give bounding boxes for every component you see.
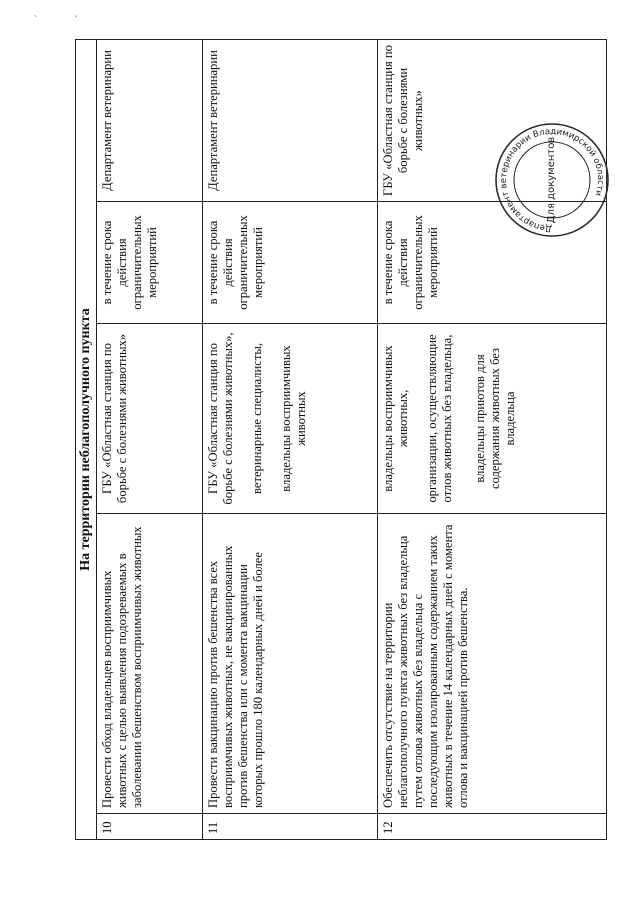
stamp-ring-text: Департамент ветеринарии Владимирской области xyxy=(498,126,606,234)
executor: организации, осуществляющие отлов животных без владельца, xyxy=(425,334,455,503)
row-responsible: Департамент ветеринарии xyxy=(97,40,203,202)
executor: владельцы восприимчивых животных xyxy=(279,345,309,492)
executor: владельцы приютов для содержания животных без владельца xyxy=(473,347,518,490)
row-action: Обеспечить отсутствие на территории неблагополучного пункта животных без владельца путем отлова животных без владельца с последующим изолированным содержанием таких животных в течение 14 календарных дней с момента отлова и вакцинацией против бешенства. xyxy=(378,514,607,814)
executor: ГБУ «Областная станция по борьбе с болезнями животных» xyxy=(100,333,129,504)
row-responsible: Департамент ветеринарии xyxy=(203,40,378,202)
scan-marks: ` ' xyxy=(34,14,95,24)
stamp-icon xyxy=(492,120,612,240)
stamp-center-text: Для документов xyxy=(546,136,557,224)
executor: владельцы восприимчивых животных, xyxy=(381,345,411,492)
table-row xyxy=(203,40,378,840)
row-number: 12 xyxy=(378,814,607,840)
executor: ветеринарные специалисты, xyxy=(250,343,265,494)
table-row xyxy=(97,40,203,840)
row-number: 11 xyxy=(203,814,378,840)
executor: ГБУ «Областная станция по борьбе с болезнями животных», xyxy=(206,332,236,505)
row-number: 10 xyxy=(97,814,203,840)
row-executors xyxy=(203,324,378,514)
row-action: Провести вакцинацию против бешенства всех восприимчивых животных, не вакцинированных против бешенства или с момента вакцинации которых прошло 180 календарных дней и более xyxy=(203,514,378,814)
section-title: На территории неблагополучного пункта xyxy=(76,40,97,840)
row-executors xyxy=(378,324,607,514)
row-term: в течение срока действия ограничительных мероприятий xyxy=(203,202,378,324)
row-responsible: ГБУ «Областная станция по борьбе с болезнями животных» xyxy=(378,40,607,202)
row-term: в течение срока действия ограничительных мероприятий xyxy=(378,202,607,324)
row-action: Провести обход владельцев восприимчивых животных с целью выявления подозреваемых в заболевании бешенством восприимчивых животных xyxy=(97,514,203,814)
row-term: в течение срока действия ограничительных мероприятий xyxy=(97,202,203,324)
official-stamp xyxy=(492,120,612,240)
row-executors xyxy=(97,324,203,514)
